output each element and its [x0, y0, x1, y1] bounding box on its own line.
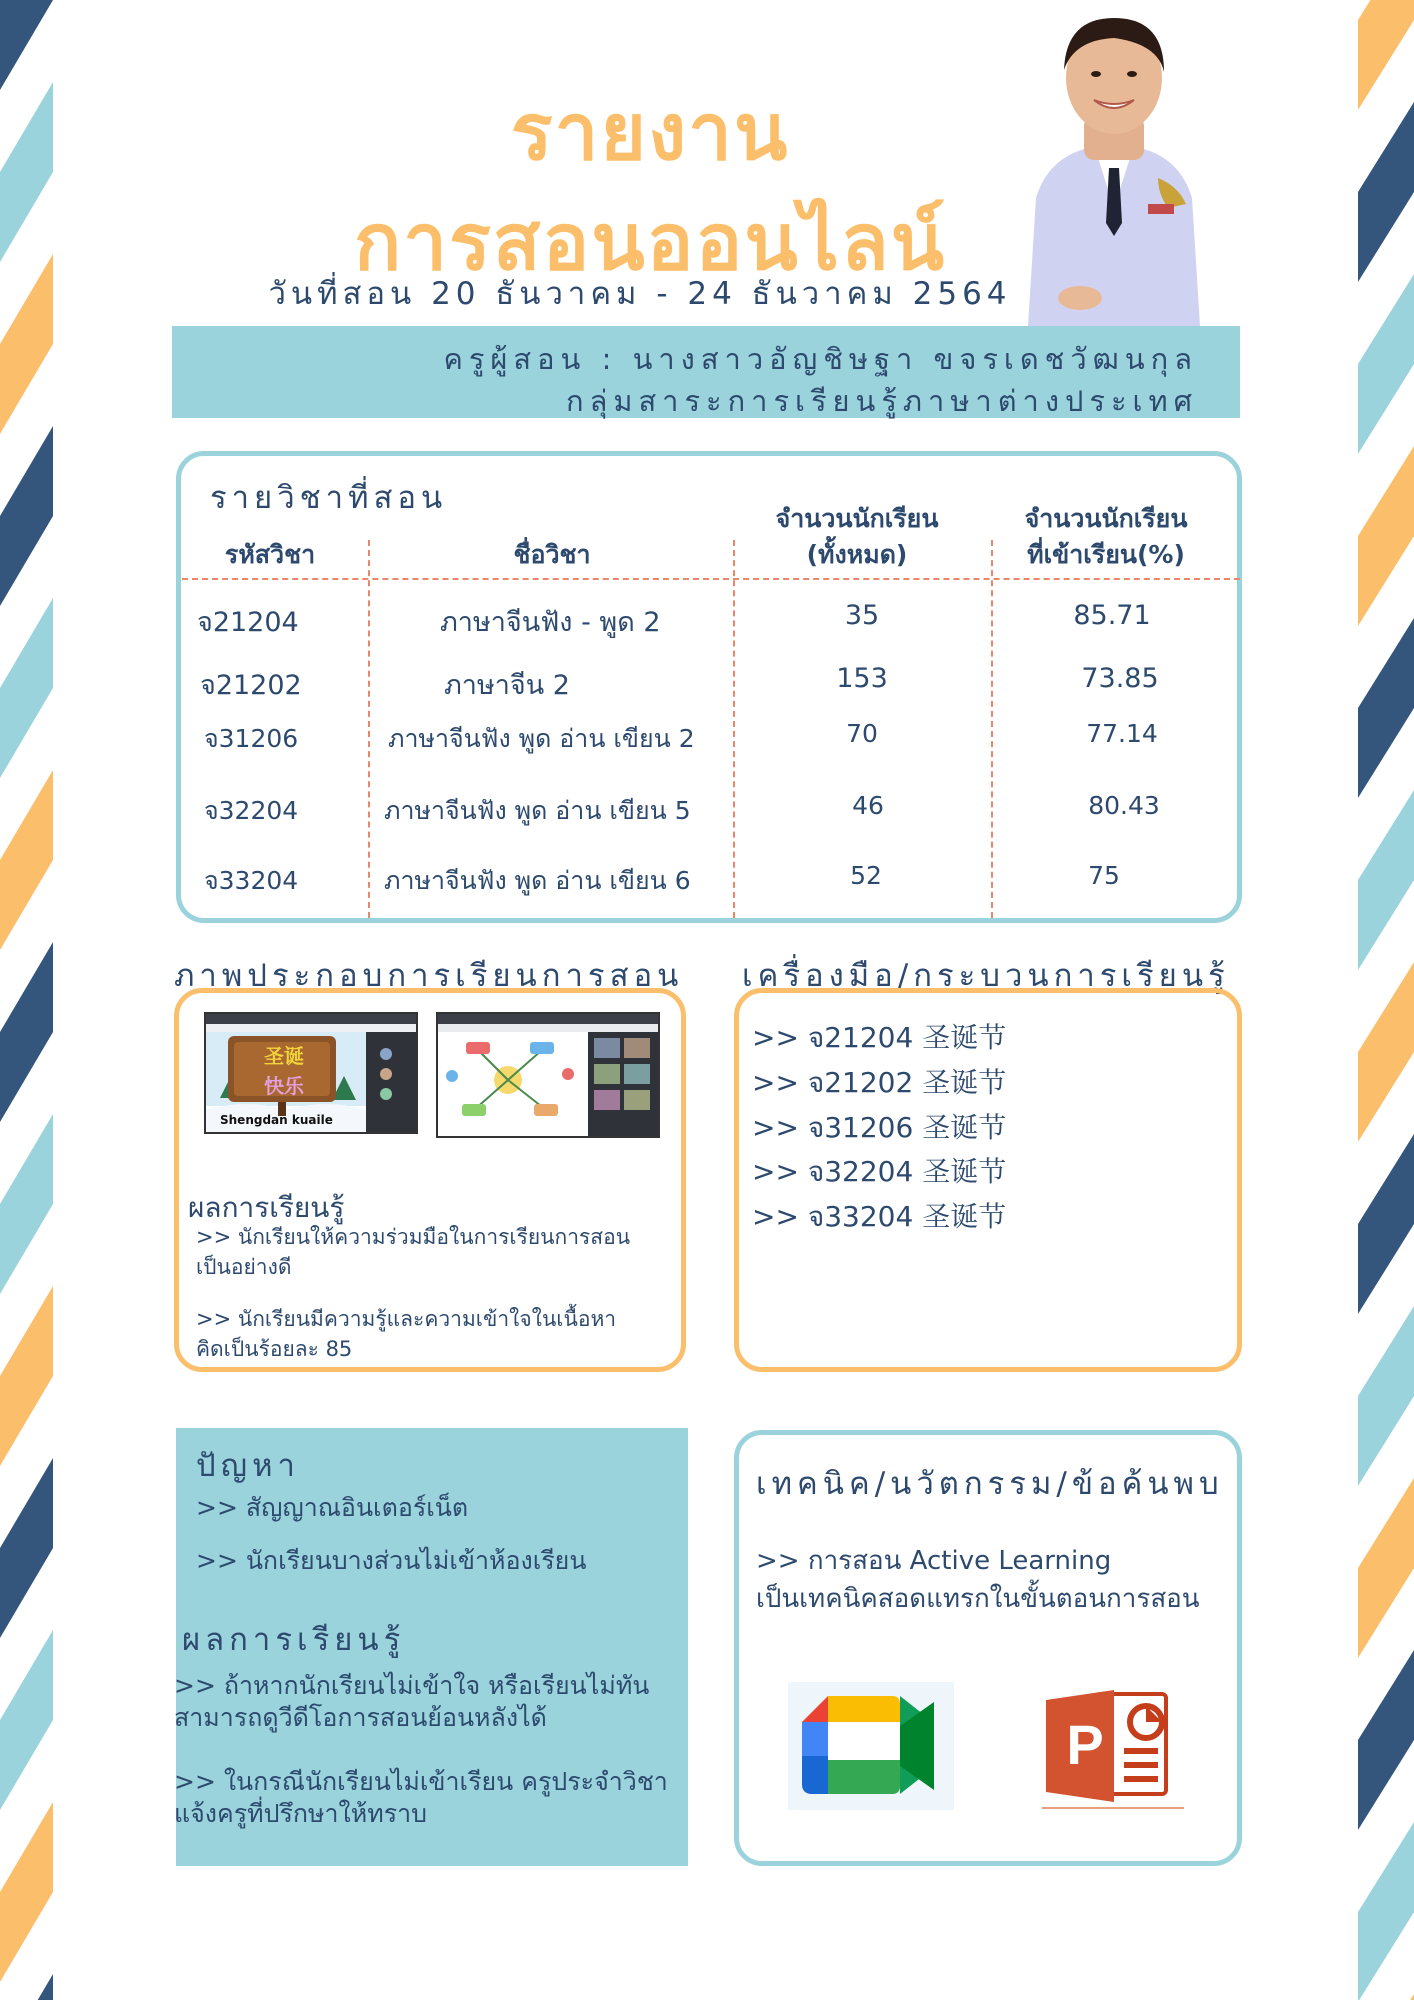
stripe-band	[1358, 1650, 1414, 1830]
result-2-line1: >> นักเรียนมีความรู้และความเข้าใจในเนื้อหา	[196, 1307, 617, 1331]
stripe-band	[0, 1802, 53, 1982]
stripe-band	[0, 598, 53, 778]
table-row-3-name: ภาษาจีนฟัง พูด อ่าน เขียน 2	[388, 724, 695, 753]
stripe-band	[1358, 446, 1414, 626]
header-course-name: ชื่อวิชา	[513, 540, 591, 569]
table-row-4-attend: 80.43	[1088, 791, 1160, 820]
table-row-4-code: จ32204	[204, 796, 299, 825]
google-meet-icon	[788, 1682, 954, 1810]
right-stripes-graphic	[1358, 0, 1414, 2000]
teacher-info-band	[172, 326, 1240, 418]
problem-item-1: >> สัญญาณอินเตอร์เน็ต	[196, 1493, 469, 1522]
header-total-line1: จำนวนนักเรียน	[775, 504, 939, 533]
stripe-band	[0, 0, 53, 90]
teacher-photo	[1008, 8, 1220, 326]
teacher-name: ครูผู้สอน : นางสาวอัญชิษฐา ขจรเดชวัฒนกุล	[443, 342, 1198, 376]
table-row-5-code: จ33204	[204, 866, 299, 895]
technique-line1: >> การสอน Active Learning	[756, 1546, 1112, 1576]
stripe-band	[0, 1630, 53, 1810]
problems-title: ปัญหา	[196, 1448, 300, 1484]
stripe-band	[0, 1114, 53, 1294]
stripe-band	[1358, 962, 1414, 1142]
teaching-dates: วันที่สอน 20 ธันวาคม - 24 ธันวาคม 2564	[268, 276, 1012, 312]
table-row-1-attend: 85.71	[1073, 600, 1151, 631]
problem-result-1-line2: สามารถดูวีดีโอการสอนย้อนหลังได้	[174, 1703, 547, 1732]
table-row-5-name: ภาษาจีนฟัง พูด อ่าน เขียน 6	[384, 866, 691, 895]
problems-results-title: ผลการเรียนรู้	[182, 1622, 406, 1658]
result-1-line2: เป็นอย่างดี	[196, 1255, 292, 1279]
stripe-band	[0, 426, 53, 606]
result-2-line2: คิดเป็นร้อยละ 85	[196, 1337, 353, 1361]
stripe-band	[1358, 0, 1414, 110]
stripe-band	[0, 254, 53, 434]
department-name: กลุ่มสาระการเรียนรู้ภาษาต่างประเทศ	[566, 384, 1198, 418]
result-1-line1: >> นักเรียนให้ความร่วมมือในการเรียนการสอน	[196, 1225, 631, 1249]
shot1-chinese-line2: 快乐	[264, 1074, 304, 1098]
stripe-band	[0, 82, 53, 262]
powerpoint-letter: P	[1066, 1713, 1104, 1776]
table-row-3-code: จ31206	[204, 724, 299, 753]
powerpoint-icon	[1040, 1682, 1184, 1810]
illustrations-title: ภาพประกอบการเรียนการสอน	[174, 958, 684, 994]
table-header-divider	[182, 578, 1240, 580]
problem-item-2: >> นักเรียนบางส่วนไม่เข้าห้องเรียน	[196, 1546, 587, 1575]
stripe-band	[0, 1458, 53, 1638]
technique-line2: เป็นเทคนิคสอดแทรกในขั้นตอนการสอน	[756, 1584, 1200, 1614]
table-row-2-name: ภาษาจีน 2	[444, 670, 570, 701]
stripe-band	[1358, 618, 1414, 798]
table-row-1-code: จ21204	[197, 607, 299, 638]
stripe-band	[0, 770, 53, 950]
header-course-code: รหัสวิชา	[224, 540, 316, 569]
table-row-2-attend: 73.85	[1081, 663, 1159, 694]
tool-item-4: >> จ32204 圣诞节	[752, 1155, 1007, 1188]
stripe-band	[1358, 274, 1414, 454]
table-row-3-attend: 77.14	[1086, 719, 1158, 748]
table-col-divider-1	[368, 540, 370, 918]
tool-item-2: >> จ21202 圣诞节	[752, 1066, 1007, 1099]
illustrations-results-title: ผลการเรียนรู้	[188, 1191, 345, 1224]
table-row-1-total: 35	[844, 600, 880, 631]
stripe-band	[1358, 1994, 1414, 2000]
stripe-band	[1358, 790, 1414, 970]
tools-title: เครื่องมือ/กระบวนการเรียนรู้	[742, 958, 1230, 994]
header-attend-line1: จำนวนนักเรียน	[1024, 504, 1188, 533]
tool-item-5: >> จ33204 圣诞节	[752, 1200, 1007, 1233]
stripe-band	[1358, 102, 1414, 282]
course-table-title: รายวิชาที่สอน	[210, 480, 448, 516]
header-attend-line2: ที่เข้าเรียน(%)	[1027, 540, 1185, 569]
stripe-band	[1358, 1134, 1414, 1314]
tool-item-1: >> จ21204 圣诞节	[752, 1021, 1007, 1054]
left-stripe-border	[0, 0, 53, 2000]
problem-result-2-line2: แจ้งครูที่ปรึกษาให้ทราบ	[174, 1799, 428, 1828]
table-col-divider-2	[733, 540, 735, 918]
stripe-band	[1358, 1306, 1414, 1486]
table-row-2-total: 153	[836, 663, 888, 694]
stripe-band	[0, 942, 53, 1122]
shot1-pinyin: Shengdan kuaile	[220, 1113, 333, 1127]
table-row-5-attend: 75	[1088, 861, 1120, 890]
table-row-5-total: 52	[850, 861, 882, 890]
table-row-1-name: ภาษาจีนฟัง - พูด 2	[440, 607, 661, 638]
tool-item-3: >> จ31206 圣诞节	[752, 1111, 1007, 1144]
stripe-band	[1358, 1478, 1414, 1658]
stripe-band	[0, 1286, 53, 1466]
techniques-title: เทคนิค/นวัตกรรม/ข้อค้นพบ	[756, 1466, 1224, 1502]
stripe-band	[1358, 1822, 1414, 2000]
shot1-chinese-line1: 圣诞	[264, 1044, 304, 1068]
right-stripe-border	[1358, 0, 1414, 2000]
report-title-line2: การสอนออนไลน์	[353, 198, 947, 288]
lesson-screenshot-1	[204, 1012, 418, 1134]
table-row-2-code: จ21202	[200, 670, 302, 701]
lesson-screenshot-2	[436, 1012, 660, 1138]
table-row-4-total: 46	[852, 791, 884, 820]
stripe-band	[0, 1974, 53, 2000]
left-stripes-graphic	[0, 0, 53, 2000]
problem-result-1-line1: >> ถ้าหากนักเรียนไม่เข้าใจ หรือเรียนไม่ทัน	[174, 1671, 650, 1700]
problem-result-2-line1: >> ในกรณีนักเรียนไม่เข้าเรียน ครูประจำวิชา	[174, 1767, 668, 1796]
table-row-3-total: 70	[846, 719, 878, 748]
table-row-4-name: ภาษาจีนฟัง พูด อ่าน เขียน 5	[384, 796, 691, 825]
report-title-line1: รายงาน	[510, 88, 790, 178]
header-total-line2: (ทั้งหมด)	[806, 540, 908, 569]
